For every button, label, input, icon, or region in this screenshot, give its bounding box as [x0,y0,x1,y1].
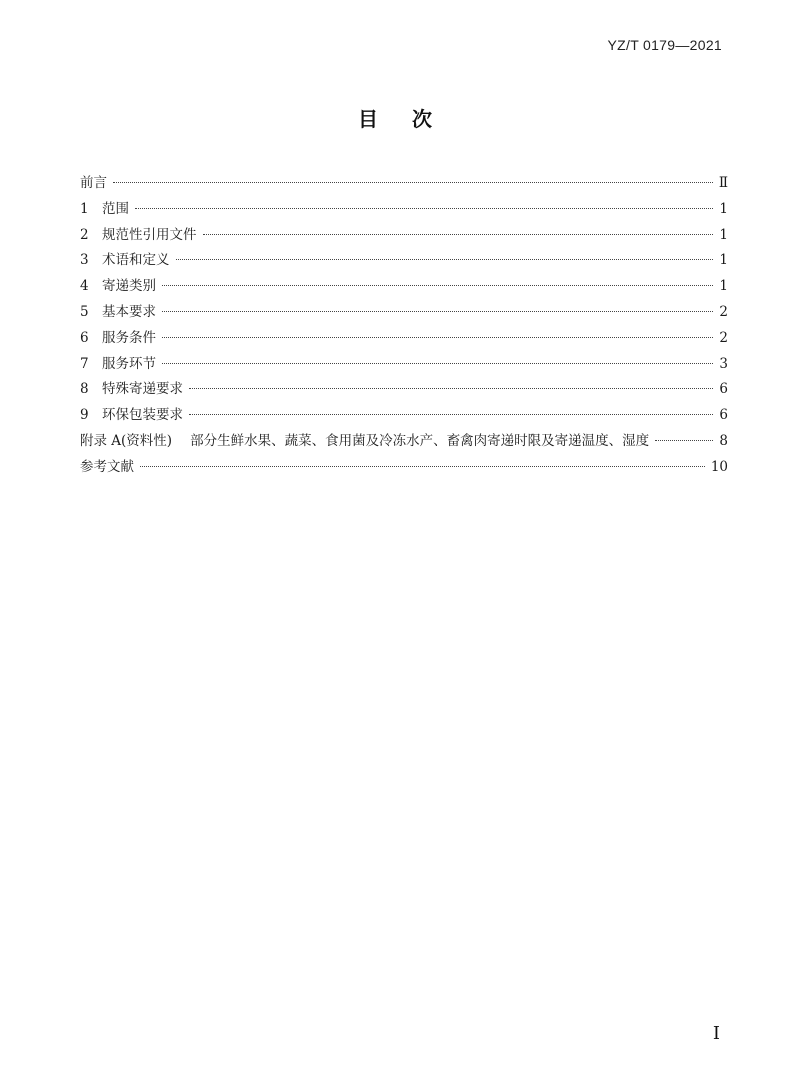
toc-item-eco-packaging[interactable] [80,406,728,432]
toc-item-number: 1 [80,200,89,217]
toc-item-number: 7 [80,355,89,372]
leader-dots [189,388,713,389]
appendix-prefix: 附录 A(资料性) [80,432,173,449]
leader-dots [162,337,713,338]
toc-item-delivery-categories[interactable] [80,277,728,303]
leader-dots [162,363,713,364]
toc-item-page: 6 [719,381,728,398]
toc-item-foreword[interactable] [80,174,728,200]
toc-item-label: 术语和定义 [102,252,170,269]
toc-item-page: 6 [719,407,728,424]
toc-item-appendix-a[interactable] [80,432,728,458]
toc-item-label: 寄递类别 [102,278,156,295]
toc-item-basic-requirements[interactable] [80,303,728,329]
leader-dots [655,440,713,441]
toc-item-label: 基本要求 [102,303,156,320]
toc-item-bibliography[interactable] [80,458,728,484]
toc-item-label: 特殊寄递要求 [102,381,183,398]
toc-item-page: 1 [719,252,728,269]
leader-dots [113,182,713,183]
toc-item-page: 1 [719,226,728,243]
toc-item-label: 范围 [102,200,129,217]
toc-item-label: 前言 [80,175,107,191]
toc-item-page: 2 [719,329,728,346]
leader-dots [162,311,713,312]
toc-item-page: 8 [719,432,728,449]
leader-dots [135,208,713,209]
page-number: Ⅰ [712,1023,720,1044]
leader-dots [176,259,714,260]
toc-item-terms-definitions[interactable] [80,251,728,277]
toc-item-page: 1 [719,200,728,217]
toc-item-label: 规范性引用文件 [102,226,197,243]
toc-item-number: 3 [80,252,89,269]
toc-item-special-delivery[interactable] [80,380,728,406]
toc-item-normative-references[interactable] [80,226,728,252]
toc-item-page: 1 [719,278,728,295]
toc-item-number: 8 [80,381,89,398]
toc-item-label: 环保包装要求 [102,407,183,424]
leader-dots [189,414,713,415]
toc-item-page: 10 [710,458,728,475]
toc-item-page: 2 [719,303,728,320]
leader-dots [162,285,713,286]
toc-item-label: 服务条件 [102,329,156,346]
table-of-contents [80,174,728,484]
toc-item-number: 9 [80,407,89,424]
toc-item-label: 服务环节 [102,355,156,372]
toc-item-number: 6 [80,329,89,346]
toc-item-page: Ⅱ [718,175,728,191]
toc-item-page: 3 [719,355,728,372]
toc-item-service-links[interactable] [80,355,728,381]
leader-dots [140,466,705,467]
toc-item-number: 5 [80,303,89,320]
leader-dots [203,234,714,235]
toc-item-number: 4 [80,278,89,295]
appendix-label: 部分生鲜水果、蔬菜、食用菌及冷冻水产、畜禽肉寄递时限及寄递温度、湿度 [190,432,650,449]
toc-item-number: 2 [80,226,89,243]
page-title: 目次 [358,107,466,131]
toc-item-scope[interactable] [80,200,728,226]
toc-item-label: 参考文献 [80,458,134,475]
standard-code: YZ/T 0179—2021 [607,37,722,53]
toc-item-service-conditions[interactable] [80,329,728,355]
